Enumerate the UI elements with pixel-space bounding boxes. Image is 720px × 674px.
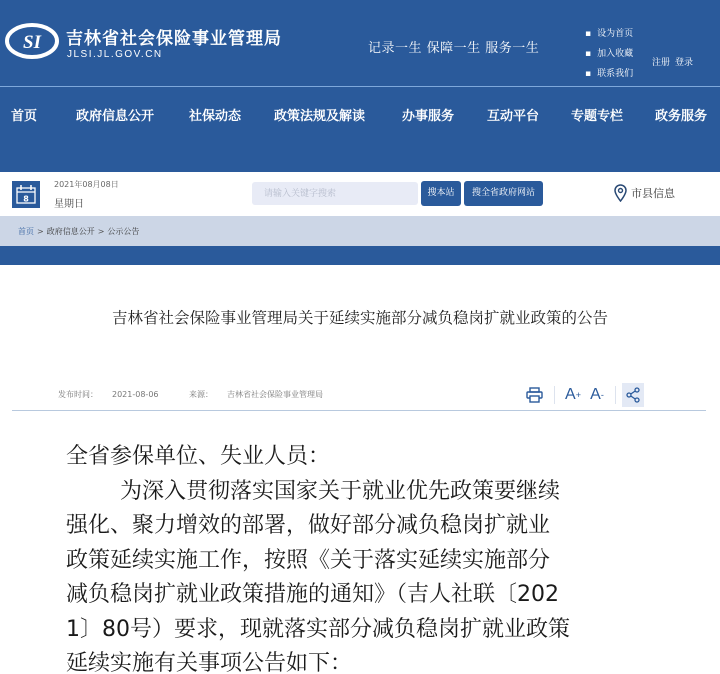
- publish-time: [58, 390, 173, 399]
- site-domain: JLSI.JL.GOV.CN: [67, 49, 163, 60]
- breadcrumb-separator: >: [97, 226, 105, 236]
- publish-time-value: 2021-08-06: [112, 390, 159, 399]
- source-label: 来源：: [189, 390, 214, 399]
- site-title[interactable]: 吉林省社会保险事业管理局: [66, 29, 282, 49]
- nav-item-services[interactable]: 办事服务: [402, 109, 455, 124]
- bullet-icon: ▪: [585, 69, 592, 79]
- divider: [615, 386, 616, 404]
- body-line: 政策延续实施工作，按照《关于落实延续实施部分: [66, 547, 551, 573]
- search-input[interactable]: [252, 182, 418, 205]
- set-homepage-link[interactable]: [585, 24, 633, 44]
- nav-item-gov-info[interactable]: 政府信息公开: [76, 109, 155, 124]
- font-increase-button[interactable]: [561, 383, 585, 407]
- location-pin-icon: [614, 184, 627, 202]
- body-line: 延续实施有关事项公告如下：: [66, 651, 353, 674]
- nav-item-gov-services[interactable]: 政务服务: [655, 109, 708, 124]
- link-label: 设为首页: [597, 29, 634, 39]
- svg-text:8: 8: [23, 194, 29, 204]
- body-line: 强化、聚力增效的部署，做好部分减负稳岗扩就业: [66, 513, 551, 538]
- plus-sign: +: [575, 390, 581, 400]
- current-date: 2021年08月08日: [54, 180, 119, 189]
- article-tools: [520, 382, 644, 408]
- breadcrumb-notice[interactable]: 公示公告: [107, 226, 140, 236]
- print-button[interactable]: [520, 383, 548, 407]
- nav-item-policy[interactable]: 政策法规及解读: [274, 109, 366, 124]
- register-link[interactable]: 注册: [652, 58, 671, 68]
- publish-time-label: 发布时间：: [58, 390, 98, 399]
- body-line: 减负稳岗扩就业政策措施的通知》（吉人社联〔202: [66, 582, 559, 607]
- source-value: 吉林省社会保险事业管理局: [227, 390, 324, 399]
- article-title: 吉林省社会保险事业管理局关于延续实施部分减负稳岗扩就业政策的公告: [111, 309, 608, 327]
- divider: [12, 410, 706, 411]
- divider: [554, 386, 555, 404]
- font-increase-icon: A: [565, 386, 576, 403]
- svg-text:SI: SI: [23, 32, 41, 53]
- auth-links: [652, 55, 698, 68]
- link-label: 加入收藏: [597, 49, 634, 59]
- bullet-icon: ▪: [585, 29, 592, 39]
- salutation: 全省参保单位、失业人员：: [66, 444, 331, 469]
- add-favorite-link[interactable]: [585, 44, 633, 64]
- bullet-icon: ▪: [585, 49, 592, 59]
- search-toolbar: [0, 172, 720, 216]
- search-site-button[interactable]: 搜本站: [421, 181, 461, 206]
- body-line: 1〕80号）要求，现就落实部分减负稳岗扩就业政策: [66, 616, 570, 642]
- site-header: [0, 0, 720, 86]
- county-info-link[interactable]: [614, 184, 675, 202]
- slogan: 记录一生 保障一生 服务一生: [368, 41, 540, 56]
- printer-icon: [526, 387, 543, 403]
- county-info-label: 市县信息: [631, 187, 675, 200]
- body-line: 为深入贯彻落实国家关于就业优先政策要继续: [120, 478, 561, 504]
- breadcrumb-gov-info[interactable]: 政府信息公开: [46, 226, 95, 236]
- breadcrumb-separator: >: [37, 226, 44, 236]
- contact-us-link[interactable]: [585, 64, 633, 84]
- article-meta: [58, 389, 351, 400]
- font-decrease-button[interactable]: [585, 383, 609, 407]
- si-logo-icon[interactable]: [5, 22, 60, 60]
- source: [189, 390, 337, 399]
- login-link[interactable]: 登录: [675, 58, 694, 68]
- breadcrumb: [0, 216, 720, 246]
- main-nav: [0, 86, 720, 172]
- font-decrease-icon: A: [590, 386, 601, 403]
- share-button[interactable]: [622, 383, 644, 407]
- nav-item-topics[interactable]: 专题专栏: [571, 109, 624, 124]
- search-gov-button[interactable]: 搜全省政府网站: [464, 181, 543, 206]
- minus-sign: -: [600, 390, 604, 400]
- current-weekday: 星期日: [54, 199, 84, 210]
- quick-links: [585, 24, 633, 84]
- calendar-icon: [12, 181, 40, 208]
- nav-item-interaction[interactable]: 互动平台: [487, 109, 540, 124]
- decorative-band: [0, 246, 720, 265]
- article-body: [66, 440, 666, 674]
- share-icon: [626, 387, 640, 403]
- nav-item-home[interactable]: 首页: [11, 109, 38, 124]
- breadcrumb-home[interactable]: 首页: [18, 226, 34, 236]
- link-label: 联系我们: [597, 69, 634, 79]
- nav-item-news[interactable]: 社保动态: [189, 109, 242, 124]
